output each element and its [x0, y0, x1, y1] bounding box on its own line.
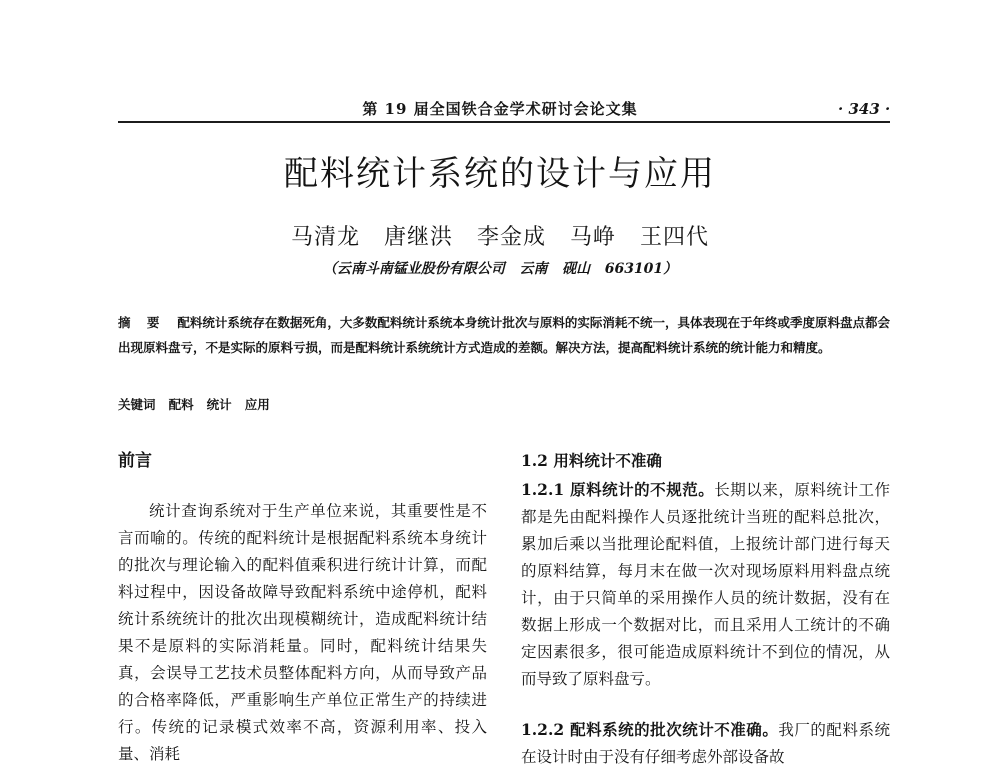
paragraph-1-2-1	[521, 476, 890, 693]
heading-1-2-2: 1.2.2 配料系统的批次统计不准确。	[521, 720, 779, 739]
paragraph-1-2-2	[521, 716, 890, 771]
text-1-2-2: 我厂的配料系统在设计时由于没有仔细考虑外部设备故	[521, 721, 890, 766]
abstract-text: 配料统计系统存在数据死角，大多数配料统计系统本身统计批次与原料的实际消耗不统一，具体表现在于年终或季度原料盘点都会出现原料盘亏，不是实际的原料亏损，而是配料统计系统统计方式造成的差额。解决方法，提高配料统计系统的统计能力和精度。	[118, 315, 890, 355]
abstract	[118, 310, 890, 360]
subsection-title-1-2: 1.2 用料统计不准确	[521, 451, 662, 470]
paper-authors: 马清龙 唐继洪 李金成 马峥 王四代	[291, 225, 709, 250]
section-title-preface: 前言	[118, 451, 152, 471]
paper-title: 配料统计系统的设计与应用	[284, 154, 716, 194]
header-rule	[118, 121, 890, 123]
keywords	[118, 392, 270, 417]
keywords-list: 配料 统计 应用	[168, 397, 270, 412]
heading-1-2-1: 1.2.1 原料统计的不规范。	[521, 480, 715, 499]
text-1-2-1: 长期以来，原料统计工作都是先由配料操作人员逐批统计当班的配料总批次，累加后乘以当批理论配料值，上报统计部门进行每天的原料结算，每月末在做一次对现场原料用料盘点统计，由于只简单的采用操作人员的统计数据，没有在数据上形成一个数据对比，而且采用人工统计的不确定因素很多，很可能造成原料统计不到位的情况，从而导致了原料盘亏。	[521, 481, 890, 688]
keywords-label: 关键词	[118, 397, 156, 412]
running-header-title: 第 19 届全国铁合金学术研讨会论文集	[362, 100, 638, 118]
paper-affiliation: （云南斗南锰业股份有限公司 云南 砚山 663101）	[322, 261, 678, 277]
abstract-label: 摘 要	[118, 315, 166, 330]
preface-paragraph: 统计查询系统对于生产单位来说，其重要性是不言而喻的。传统的配料统计是根据配料系统本身统计的批次与理论输入的配料值乘积进行统计计算，而配料过程中，因设备故障导致配料系统中途停机，配料统计系统统计的批次出现模糊统计，造成配料统计结果不是原料的实际消耗量。同时，配料统计结果失真，会误导工艺技术员整体配料方向，从而导致产品的合格率降低，严重影响生产单位正常生产的持续进行。传统的记录模式效率不高，资源利用率、投入量、消耗	[118, 502, 487, 763]
page-number: · 343 ·	[838, 100, 891, 118]
